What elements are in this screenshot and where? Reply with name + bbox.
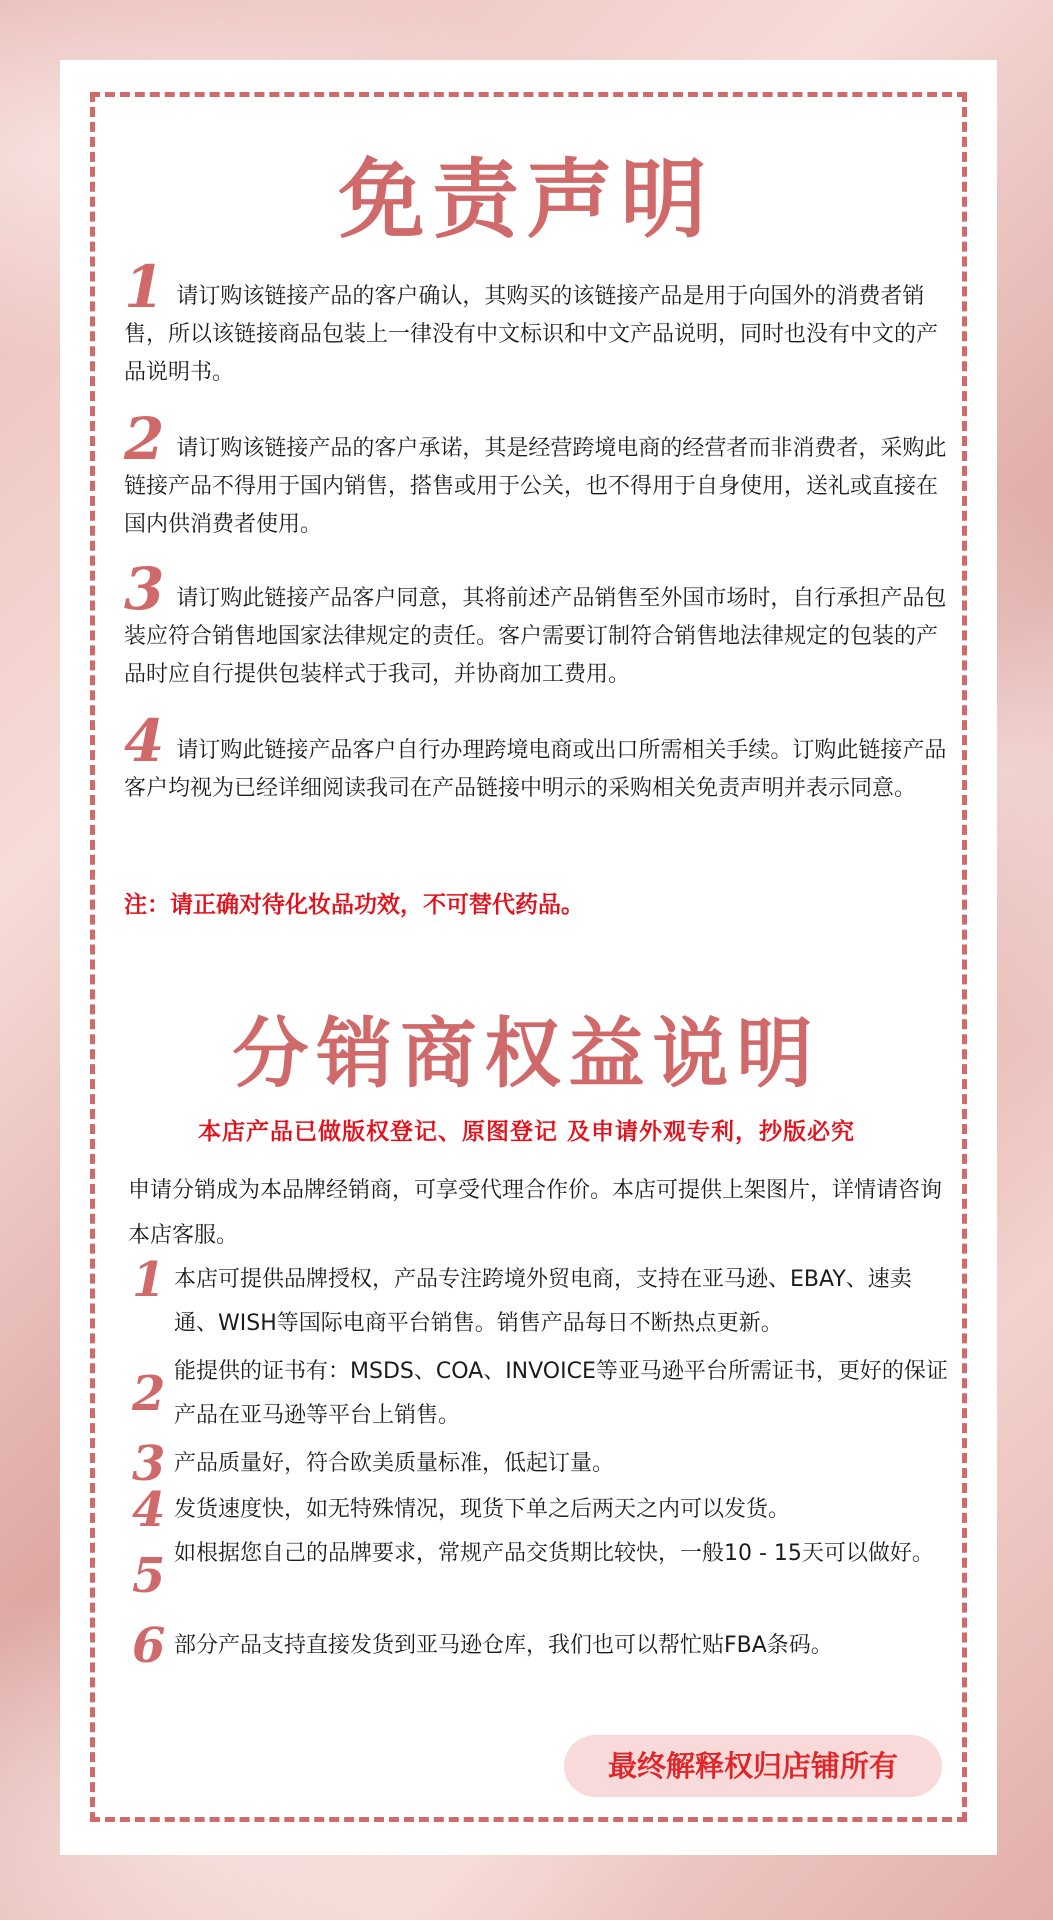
disclaimer-item-1-text: 请订购该链接产品的客户确认，其购买的该链接产品是用于向国外的消费者销售，所以该链接商品包装上一律没有中文标识和中文产品说明，同时也没有中文的产品说明书。 bbox=[124, 284, 939, 385]
disclaimer-title: 免责声明 bbox=[338, 150, 715, 250]
number-3: 3 bbox=[124, 555, 165, 623]
distributor-item-2 bbox=[128, 1350, 948, 1438]
distributor-intro: 申请分销成为本品牌经销商，可享受代理合作价。本店可提供上架图片，详情请咨询本店客服。 bbox=[128, 1178, 943, 1248]
number-6: 6 bbox=[132, 1618, 166, 1674]
distributor-item-1 bbox=[128, 1252, 948, 1346]
cosmetics-note: 注：请正确对待化妆品功效，不可替代药品。 bbox=[124, 892, 584, 918]
distributor-item-4-text: 发货速度快，如无特殊情况，现货下单之后两天之内可以发货。 bbox=[174, 1497, 791, 1522]
distributor-item-3-text: 产品质量好，符合欧美质量标准，低起订量。 bbox=[174, 1451, 615, 1476]
number-2: 2 bbox=[124, 405, 165, 473]
disclaimer-item-2-text: 请订购该链接产品的客户承诺，其是经营跨境电商的经营者而非消费者，采购此链接产品不得用于国内销售，搭售或用于公关，也不得用于自身使用，送礼或直接在国内供消费者使用。 bbox=[124, 436, 947, 537]
distributor-item-1-text: 本店可提供品牌授权，产品专注跨境外贸电商，支持在亚马逊、EBAY、速卖通、WISH等国际电商平台销售。销售产品每日不断热点更新。 bbox=[174, 1267, 912, 1336]
distributor-title: 分销商权益说明 bbox=[232, 1009, 821, 1098]
final-statement-badge: 最终解释权归店铺所有 bbox=[564, 1735, 942, 1797]
number-4: 4 bbox=[124, 707, 165, 775]
disclaimer-item-1 bbox=[124, 253, 952, 392]
copyright-notice: 本店产品已做版权登记、原图登记 及申请外观专利，抄版必究 bbox=[197, 1119, 855, 1145]
distributor-item-5 bbox=[128, 1532, 948, 1620]
number-5: 5 bbox=[132, 1548, 166, 1604]
distributor-item-2-text: 能提供的证书有：MSDS、COA、INVOICE等亚马逊平台所需证书，更好的保证产品在亚马逊等平台上销售。 bbox=[174, 1359, 948, 1428]
number-4: 4 bbox=[132, 1482, 166, 1538]
disclaimer-item-3 bbox=[124, 555, 952, 694]
disclaimer-item-3-text: 请订购此链接产品客户同意，其将前述产品销售至外国市场时，自行承担产品包装应符合销售地国家法律规定的责任。客户需要订制符合销售地法律规定的包装的产品时应自行提供包装样式于我司，并协商加工费用。 bbox=[124, 586, 947, 687]
number-2: 2 bbox=[132, 1366, 166, 1422]
disclaimer-item-4 bbox=[124, 707, 952, 808]
distributor-item-5-text: 如根据您自己的品牌要求，常规产品交货期比较快，一般10 - 15天可以做好。 bbox=[174, 1541, 934, 1566]
disclaimer-item-4-text: 请订购此链接产品客户自行办理跨境电商或出口所需相关手续。订购此链接产品客户均视为已经详细阅读我司在产品链接中明示的采购相关免责声明并表示同意。 bbox=[124, 738, 947, 801]
number-1: 1 bbox=[124, 253, 165, 321]
number-1: 1 bbox=[132, 1252, 166, 1308]
number-3: 3 bbox=[132, 1436, 166, 1492]
distributor-item-6-text: 部分产品支持直接发货到亚马逊仓库，我们也可以帮忙贴FBA条码。 bbox=[174, 1633, 833, 1658]
disclaimer-item-2 bbox=[124, 405, 952, 544]
